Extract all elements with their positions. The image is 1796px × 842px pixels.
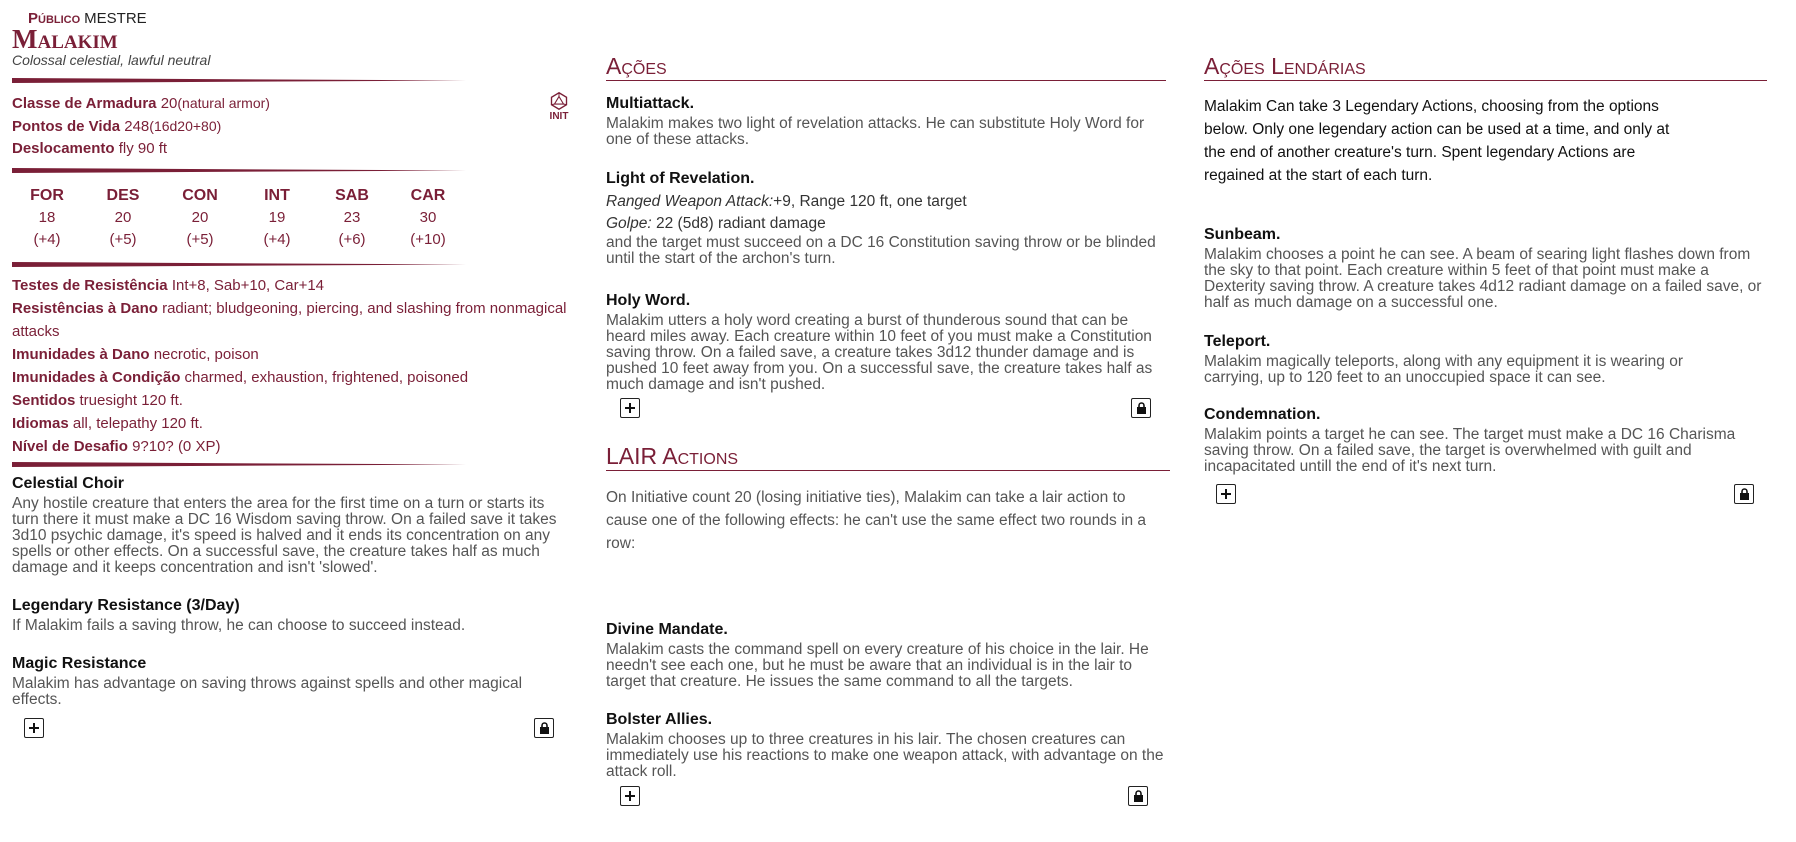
trait-magic-resistance: Magic Resistance Malakim has advantage on saving throws against spells and other magical effects. (12, 655, 523, 708)
condition-immunities: Imunidades à Condição charmed, exhaustion, frightened, poisoned (12, 369, 469, 386)
lock-actions-button[interactable] (1131, 398, 1151, 418)
divider (12, 462, 466, 467)
lock-icon (1133, 790, 1144, 802)
ability-car[interactable]: CAR 30 (+10) (410, 187, 446, 248)
audience-label: Público (28, 10, 81, 27)
lair-divine-mandate: Divine Mandate. Malakim casts the command spell on every creature of his choice in the lair. He needn't see each one, but he must be aware that an individual is in the lair to target that creature. He issues the same command to all the targets. (606, 621, 1149, 690)
audience-value: MESTRE (84, 10, 147, 27)
plus-icon (624, 790, 636, 802)
ability-for[interactable]: FOR 18 (+4) (30, 187, 64, 248)
legendary-header: Ações Lendárias (1204, 52, 1767, 81)
lock-traits-button[interactable] (534, 718, 554, 738)
add-trait-button[interactable] (24, 718, 44, 738)
divider (12, 168, 466, 173)
lock-legendary-button[interactable] (1734, 484, 1754, 504)
hit-points: Pontos de Vida 248(16d20+80) (12, 118, 222, 135)
trait-legendary-resistance: Legendary Resistance (3/Day) If Malakim fails a saving throw, he can choose to succeed instead. (12, 597, 466, 634)
armor-class: Classe de Armadura 20(natural armor) (12, 95, 270, 112)
action-holy-word: Holy Word. Malakim utters a holy word creating a burst of thunderous sound that can be heard miles away. Each creature within 10 feet of you must make a Constitution saving throw. On a failed save, a creature takes 3d12 thunder damage and is pushed 10 feet away from you. On a successful save, the creature takes half as much damage and isn't pushed. (606, 292, 1153, 393)
d20-icon (550, 92, 568, 110)
lair-bolster-allies: Bolster Allies. Malakim chooses up to three creatures in his lair. The chosen creatures can immediately use his reactions to make one weapon attack, with advantage on the attack roll. (606, 711, 1164, 780)
legendary-teleport: Teleport. Malakim magically teleports, along with any equipment it is wearing or carrying, up to 120 feet to an unoccupied space it can see. (1204, 333, 1683, 386)
action-light-of-revelation: Light of Revelation. Ranged Weapon Attack:+9, Range 120 ft, one target Golpe: 22 (5d8) radiant damage and the target must succeed on a DC 16 Constitution saving throw or be blinded until the start of the archon's turn. (606, 170, 1156, 267)
languages: Idiomas all, telepathy 120 ft. (12, 415, 203, 432)
init-label: INIT (549, 111, 569, 122)
monster-name: Malakim (12, 24, 118, 54)
senses: Sentidos truesight 120 ft. (12, 392, 183, 409)
initiative-button[interactable] (544, 92, 574, 122)
damage-immunities: Imunidades à Dano necrotic, poison (12, 346, 259, 363)
lock-lair-button[interactable] (1128, 786, 1148, 806)
lock-icon (1136, 402, 1147, 414)
actions-header: Ações (606, 52, 1166, 81)
attack-label: Ranged Weapon Attack: (606, 193, 774, 210)
lair-header: LAIR Actions (606, 442, 1170, 471)
trait-celestial-choir: Celestial Choir Any hostile creature that enters the area for the first time on a turn or starts its turn there it must make a DC 16 Wisdom saving throw. On a failed save it takes 3d10 psychic damage, it's speed is halved and it ends its concentration on any spells or other effects. On a successful save, the creature takes half as much damage and it keeps concentration and isn't 'slowed'. (12, 475, 557, 576)
ability-con[interactable]: CON 20 (+5) (182, 187, 218, 248)
speed: Deslocamento fly 90 ft (12, 140, 168, 157)
legendary-intro: Malakim Can take 3 Legendary Actions, choosing from the options below. Only one legendary action can be used at a time, and only at the end of another creature's turn. Spent legendary Actions are regained at the start of each turn. (1204, 98, 1670, 184)
divider (12, 78, 466, 83)
legendary-sunbeam: Sunbeam. Malakim chooses a point he can see. A beam of searing light flashes down from the sky to that point. Each creature within 5 feet of that point must make a Dexterity saving throw. A creature takes 4d12 radiant damage on a failed save, or half as much damage on a successful one. (1204, 226, 1762, 311)
ability-des[interactable]: DES 20 (+5) (106, 187, 140, 248)
legendary-condemnation: Condemnation. Malakim points a target he can see. The target must make a DC 16 Charisma saving throw. On a failed save, the target is overwhelmed with guilt and incapacitated untill the end of it's next turn. (1204, 406, 1736, 475)
ability-sab[interactable]: SAB 23 (+6) (335, 187, 369, 248)
action-multiattack: Multiattack. Malakim makes two light of revelation attacks. He can substitute Holy Word for one of these attacks. (606, 95, 1145, 148)
hit-label: Golpe: (606, 215, 652, 232)
add-legendary-button[interactable] (1216, 484, 1236, 504)
lock-icon (1739, 488, 1750, 500)
saving-throws: Testes de Resistência Int+8, Sab+10, Car+14 (12, 277, 325, 294)
challenge-rating: Nível de Desafio 9?10? (0 XP) (12, 438, 221, 455)
lair-intro: On Initiative count 20 (losing initiative ties), Malakim can take a lair action to cause one of the following effects: he can't use the same effect two rounds in a row: (606, 489, 1147, 552)
ability-int[interactable]: INT 19 (+4) (263, 187, 291, 248)
plus-icon (624, 402, 636, 414)
divider (12, 262, 466, 267)
lock-icon (539, 722, 550, 734)
plus-icon (1220, 488, 1232, 500)
secondary-properties (12, 274, 572, 458)
add-lair-button[interactable] (620, 786, 640, 806)
plus-icon (28, 722, 40, 734)
damage-resistances: Resistências à Dano radiant; bludgeoning, piercing, and slashing from nonmagical attacks (12, 300, 567, 340)
add-action-button[interactable] (620, 398, 640, 418)
monster-subtitle: Colossal celestial, lawful neutral (12, 52, 211, 68)
